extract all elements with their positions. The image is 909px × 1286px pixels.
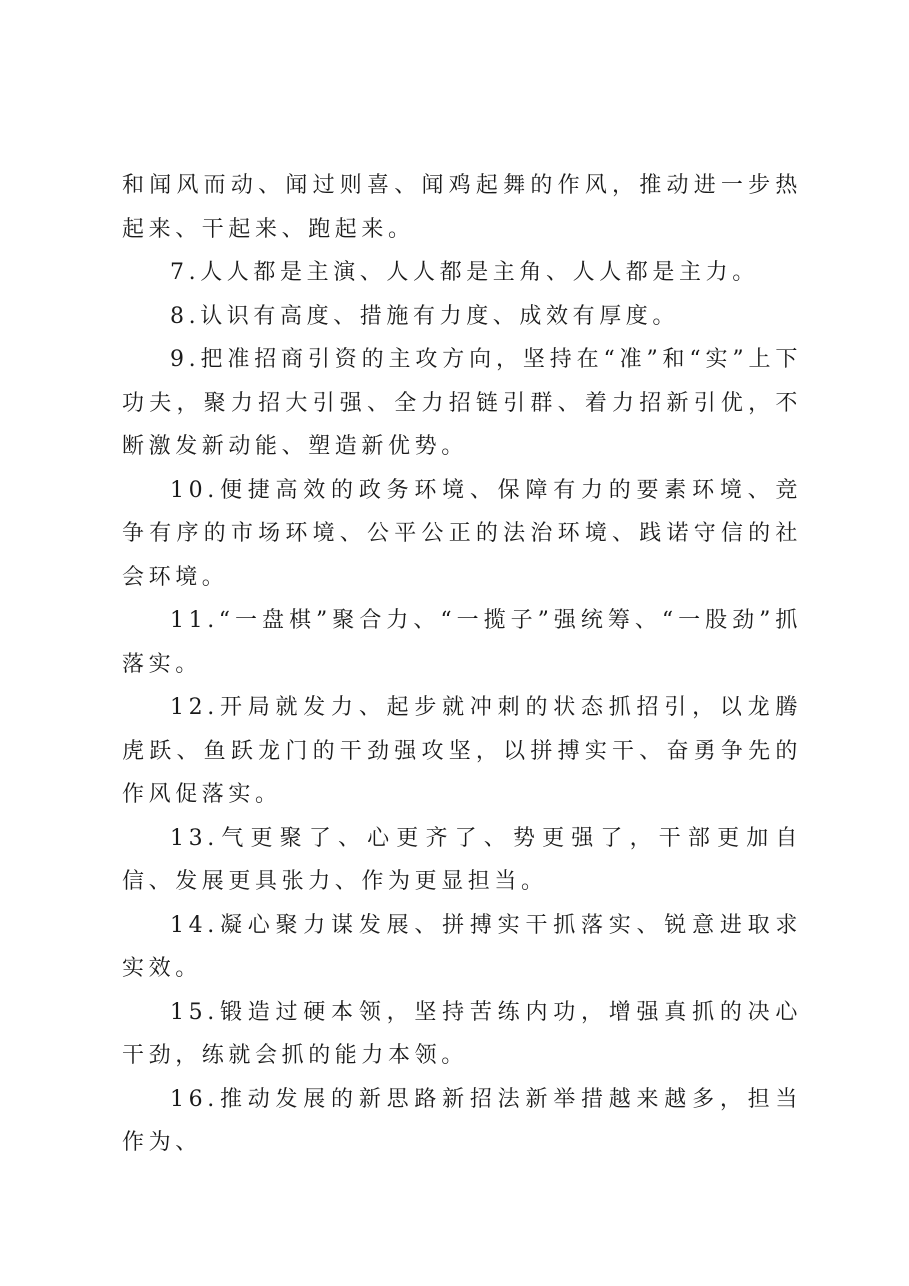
paragraph-item-15: 15.锻造过硬本领，坚持苦练内功，增强真抓的决心干劲，练就会抓的能力本领。 — [122, 999, 802, 1068]
paragraph-item-16: 16.推动发展的新思路新招法新举措越来越多，担当作为、 — [122, 1086, 802, 1155]
paragraph-item-8: 8.认识有高度、措施有力度、成效有厚度。 — [170, 303, 679, 329]
paragraph-item-11: 11.“一盘棋”聚合力、“一揽子”强统筹、“一股劲”抓落实。 — [122, 608, 802, 677]
paragraph-item-9: 9.把准招商引资的主攻方向，坚持在“准”和“实”上下功夫，聚力招大引强、全力招链引群、着力招新引优，不断激发新动能、塑造新优势。 — [122, 347, 802, 459]
paragraph-continuation: 和闻风而动、闻过则喜、闻鸡起舞的作风，推动进一步热起来、干起来、跑起来。 — [122, 173, 802, 242]
paragraph-item-14: 14.凝心聚力谋发展、拼搏实干抓落实、锐意进取求实效。 — [122, 912, 802, 981]
paragraph-item-10: 10.便捷高效的政务环境、保障有力的要素环境、竞争有序的市场环境、公平公正的法治环境、践诺守信的社会环境。 — [122, 477, 802, 590]
document-body — [122, 164, 802, 1165]
paragraph-item-7: 7.人人都是主演、人人都是主角、人人都是主力。 — [170, 260, 759, 285]
paragraph-item-12: 12.开局就发力、起步就冲刺的状态抓招引，以龙腾虎跃、鱼跃龙门的干劲强攻坚，以拼搏实干、奋勇争先的作风促落实。 — [122, 695, 802, 807]
paragraph-item-13: 13.气更聚了、心更齐了、势更强了，干部更加自信、发展更具张力、作为更显担当。 — [122, 825, 802, 894]
